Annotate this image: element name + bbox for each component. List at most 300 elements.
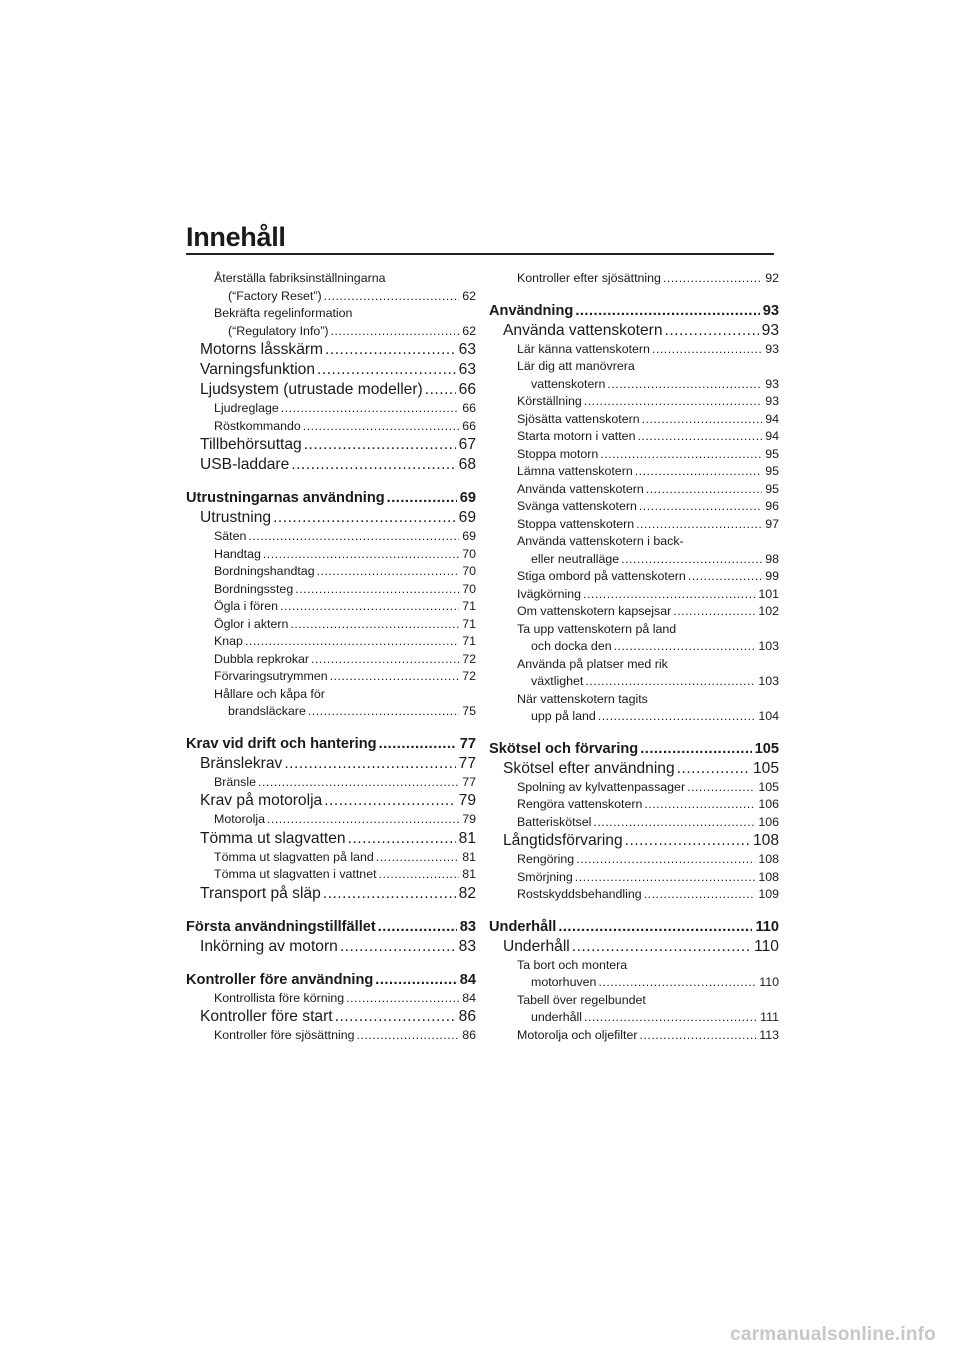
toc-entry-page-number: 66 [458, 381, 476, 398]
dot-leader [263, 546, 459, 564]
toc-entry-title: Körställning [517, 394, 582, 408]
toc-entry-page-number: 83 [459, 918, 476, 935]
toc-entry-level-2[interactable] [186, 791, 476, 811]
dot-leader [311, 651, 459, 669]
title-divider [186, 253, 774, 255]
toc-entry-page-number: 77 [462, 774, 476, 789]
toc-entry-title: Förvaringsutrymmen [214, 669, 328, 683]
toc-entry-title: Kontroller före användning [186, 971, 374, 988]
dot-leader [585, 673, 755, 691]
toc-entry-level-3[interactable] [489, 516, 779, 534]
toc-entry-page-number: 93 [765, 341, 779, 356]
toc-entry-level-3[interactable] [489, 779, 779, 797]
toc-entry-page-number: 62 [462, 288, 476, 303]
toc-entry-level-2[interactable] [489, 831, 779, 851]
dot-leader [677, 759, 750, 779]
toc-entry-page-number: 110 [755, 918, 779, 935]
toc-entry-level-3[interactable] [186, 400, 476, 418]
toc-entry-title: upp på land [531, 709, 596, 723]
toc-entry-title: Använda på platser med rik [517, 656, 668, 671]
toc-entry-level-3[interactable] [489, 428, 779, 446]
dot-leader [600, 446, 762, 464]
toc-entry-level-3[interactable] [186, 616, 476, 634]
toc-entry-page-number: 63 [458, 341, 476, 358]
toc-entry-title: brandsläckare [228, 704, 306, 718]
dot-leader [379, 866, 460, 884]
toc-entry-title: Röstkommando [214, 418, 301, 433]
toc-entry-title: Rengöring [517, 852, 575, 866]
toc-entry-level-2[interactable] [186, 340, 476, 360]
toc-entry-title: Tillbehörsuttag [200, 436, 302, 453]
toc-entry-page-number: 95 [765, 446, 779, 461]
dot-leader [324, 288, 460, 306]
dot-leader [291, 455, 455, 475]
toc-entry-page-number: 69 [459, 490, 476, 506]
toc-entry-level-3[interactable] [186, 668, 476, 686]
toc-entry-level-3[interactable] [489, 498, 779, 516]
dot-leader [378, 917, 457, 937]
dot-leader [273, 508, 456, 528]
toc-entry-level-3[interactable] [489, 851, 779, 869]
toc-entry-page-number: 105 [752, 759, 779, 777]
page-title: Innehåll [186, 222, 286, 252]
toc-entry-page-number: 83 [458, 937, 476, 955]
toc-entry-page-number: 93 [761, 321, 779, 339]
toc-entry-level-2[interactable] [186, 884, 476, 904]
toc-entry-level-2[interactable] [489, 321, 779, 341]
toc-entry-level-3[interactable] [489, 603, 779, 621]
dot-leader [584, 1009, 757, 1027]
toc-entry-level-3[interactable] [489, 814, 779, 832]
dot-leader [687, 779, 755, 797]
dot-leader [248, 528, 459, 546]
toc-entry-page-number: 111 [760, 1010, 779, 1024]
toc-entry-title: Krav på motorolja [200, 792, 323, 809]
toc-entry-title: Tömma ut slagvatten på land [214, 849, 374, 864]
toc-entry-title: Ivägkörning [517, 586, 582, 601]
toc-entry-level-3[interactable] [489, 708, 779, 726]
toc-entry-page-number: 105 [754, 740, 779, 757]
toc-entry-page-number: 105 [758, 779, 779, 794]
toc-entry-title: och docka den [531, 639, 612, 653]
toc-entry-page-number: 82 [458, 884, 476, 902]
toc-entry-title: Stiga ombord på vattenskotern [517, 569, 686, 583]
dot-leader [663, 270, 762, 288]
toc-entry-level-1[interactable] [186, 970, 476, 990]
toc-entry-page-number: 75 [462, 704, 476, 718]
toc-entry-page-number: 101 [758, 586, 779, 601]
dot-leader [280, 598, 459, 616]
toc-entry-level-3[interactable] [489, 796, 779, 814]
dot-leader [652, 341, 762, 359]
toc-entry-page-number: 110 [754, 937, 779, 955]
toc-entry-title: underhåll [531, 1010, 582, 1024]
toc-entry-level-3[interactable] [489, 869, 779, 887]
toc-entry-level-3[interactable] [489, 992, 779, 1010]
toc-entry-title: Motorolja [214, 812, 265, 826]
toc-entry-level-3[interactable] [489, 621, 779, 639]
toc-entry-title: Varningsfunktion [200, 361, 316, 378]
toc-entry-title: Använda vattenskotern [503, 321, 663, 339]
toc-entry-level-3[interactable] [186, 866, 476, 884]
toc-entry-page-number: 68 [458, 456, 476, 473]
toc-entry-level-3[interactable] [186, 849, 476, 867]
toc-entry-title: Lämna vattenskotern [517, 464, 633, 478]
toc-entry-page-number: 70 [462, 546, 476, 561]
toc-entry-level-3[interactable] [186, 598, 476, 616]
dot-leader [281, 400, 459, 418]
toc-entry-title: Motorolja och oljefilter [517, 1027, 638, 1042]
toc-entry-page-number: 108 [752, 832, 779, 849]
toc-entry-level-3[interactable] [186, 418, 476, 436]
toc-entry-page-number: 70 [462, 581, 476, 596]
dot-leader [330, 668, 460, 686]
dot-leader [346, 990, 459, 1008]
toc-entry-level-3[interactable] [186, 633, 476, 651]
toc-entry-title: Skötsel och förvaring [489, 740, 639, 757]
toc-entry-page-number: 96 [765, 499, 779, 513]
toc-entry-title: Spolning av kylvattenpassager [517, 779, 686, 794]
toc-entry-title: Ta bort och montera [517, 957, 628, 972]
toc-entry-title: Öglor i aktern [214, 616, 289, 631]
toc-entry-title: Utrustningarnas användning [186, 490, 385, 506]
toc-entry-page-number: 79 [462, 812, 476, 826]
dot-leader [637, 428, 762, 446]
toc-entry-level-3[interactable] [489, 673, 779, 691]
toc-entry-title: Underhåll [503, 937, 570, 955]
toc-entry-title: Smörjning [517, 869, 573, 884]
toc-entry-level-3[interactable] [186, 546, 476, 564]
toc-entry-level-3[interactable] [186, 1027, 476, 1045]
toc-entry-title: Ljudsystem (utrustade modeller) [200, 381, 423, 398]
toc-entry-title: Lär känna vattenskotern [517, 341, 650, 356]
dot-leader [607, 376, 762, 394]
toc-entry-page-number: 79 [458, 792, 476, 809]
dot-leader [324, 791, 455, 811]
toc-entry-page-number: 86 [458, 1008, 476, 1025]
toc-entry-title: Ljudreglage [214, 401, 279, 415]
dot-leader [425, 380, 456, 400]
toc-entry-level-3[interactable] [186, 323, 476, 341]
toc-entry-title: Sjösätta vattenskotern [517, 411, 640, 426]
dot-leader [614, 638, 756, 656]
toc-entry-level-2[interactable] [186, 360, 476, 380]
toc-entry-page-number: 77 [459, 735, 476, 752]
dot-leader [640, 739, 751, 759]
dot-leader [376, 849, 459, 867]
toc-column-left [186, 270, 476, 1045]
toc-entry-level-3[interactable] [489, 691, 779, 709]
toc-entry-title: motorhuven [531, 975, 597, 989]
toc-entry-page-number: 66 [462, 418, 476, 433]
toc-entry-level-3[interactable] [489, 638, 779, 656]
toc-entry-level-3[interactable] [489, 411, 779, 429]
toc-entry-level-3[interactable] [489, 358, 779, 376]
toc-entry-title: Ta upp vattenskotern på land [517, 621, 677, 636]
toc-entry-page-number: 71 [462, 616, 476, 631]
dot-leader [295, 581, 459, 599]
toc-entry-level-3[interactable] [489, 533, 779, 551]
dot-leader [323, 884, 456, 904]
dot-leader [598, 974, 756, 992]
dot-leader [598, 708, 756, 726]
dot-leader [639, 498, 762, 516]
toc-entry-title: Starta motorn i vatten [517, 429, 636, 443]
dot-leader [593, 814, 755, 832]
toc-entry-level-2[interactable] [186, 829, 476, 849]
dot-leader [583, 586, 755, 604]
toc-entry-page-number: 69 [462, 529, 476, 543]
toc-entry-page-number: 109 [758, 887, 779, 901]
toc-entry-title: Batteriskötsel [517, 814, 592, 829]
toc-entry-title: Utrustning [200, 509, 272, 526]
toc-entry-page-number: 97 [765, 516, 779, 531]
dot-leader [303, 418, 459, 436]
dot-leader [665, 321, 759, 341]
toc-entry-page-number: 93 [765, 376, 779, 391]
toc-entry-title: Motorns låsskärm [200, 341, 324, 358]
toc-entry-page-number: 93 [762, 302, 779, 319]
toc-entry-page-number: 103 [758, 639, 779, 653]
toc-entry-level-3[interactable] [186, 990, 476, 1008]
dot-leader [258, 774, 459, 792]
toc-entry-title: USB-laddare [200, 456, 290, 473]
toc-entry-level-1[interactable] [489, 739, 779, 759]
dot-leader [335, 1007, 456, 1027]
dot-leader [576, 851, 755, 869]
toc-entry-page-number: 108 [758, 869, 779, 884]
toc-entry-page-number: 66 [462, 401, 476, 415]
dot-leader [331, 323, 460, 341]
toc-entry-level-3[interactable] [489, 481, 779, 499]
dot-leader [245, 633, 459, 651]
dot-leader [317, 563, 460, 581]
dot-leader [642, 411, 763, 429]
dot-leader [325, 340, 456, 360]
toc-entry-page-number: 62 [462, 323, 476, 338]
toc-entry-title: växtlighet [531, 674, 584, 688]
toc-entry-level-3[interactable] [489, 957, 779, 975]
toc-entry-title: Underhåll [489, 918, 557, 935]
toc-entry-level-3[interactable] [186, 270, 476, 288]
toc-entry-level-2[interactable] [186, 1007, 476, 1027]
toc-entry-title: Kontroller före start [200, 1008, 333, 1025]
toc-entry-level-3[interactable] [186, 811, 476, 829]
toc-entry-level-3[interactable] [186, 305, 476, 323]
toc-entry-title: Första användningstillfället [186, 918, 376, 935]
dot-leader [304, 435, 456, 455]
toc-entry-level-2[interactable] [186, 455, 476, 475]
dot-leader [267, 811, 459, 829]
toc-entry-page-number: 98 [765, 551, 779, 566]
toc-entry-level-2[interactable] [186, 508, 476, 528]
toc-entry-level-3[interactable] [186, 288, 476, 306]
toc-entry-title: Stoppa vattenskotern [517, 516, 635, 531]
toc-entry-page-number: 69 [458, 509, 476, 526]
toc-entry-page-number: 99 [765, 569, 779, 583]
toc-entry-page-number: 92 [765, 271, 779, 285]
toc-entry-title: Återställa fabriksinställningarna [214, 271, 386, 285]
toc-entry-level-3[interactable] [186, 686, 476, 704]
dot-leader [646, 481, 762, 499]
toc-entry-title: Inkörning av motorn [200, 937, 338, 955]
toc-entry-level-1[interactable] [186, 488, 476, 508]
toc-entry-title: Krav vid drift och hantering [186, 735, 377, 752]
toc-column-right [489, 270, 779, 1044]
toc-entry-title: Tabell över regelbundet [517, 992, 646, 1007]
toc-entry-title: Säten [214, 529, 247, 543]
dot-leader [558, 917, 752, 937]
toc-entry-level-2[interactable] [186, 937, 476, 957]
toc-entry-page-number: 106 [758, 814, 779, 829]
toc-entry-title: Ögla i fören [214, 599, 279, 613]
toc-entry-level-1[interactable] [186, 734, 476, 754]
toc-entry-level-1[interactable] [489, 917, 779, 937]
toc-entry-page-number: 95 [765, 481, 779, 496]
toc-entry-title: Använda vattenskotern [517, 481, 644, 496]
dot-leader [640, 1027, 757, 1045]
toc-entry-title: Kontroller efter sjösättning [517, 271, 661, 285]
toc-entry-page-number: 70 [462, 564, 476, 578]
dot-leader [308, 703, 459, 721]
dot-leader [379, 734, 457, 754]
toc-entry-title: Hållare och kåpa för [214, 686, 325, 701]
toc-entry-title: Handtag [214, 546, 261, 561]
toc-entry-level-1[interactable] [186, 917, 476, 937]
toc-entry-title: Transport på släp [200, 884, 321, 902]
toc-entry-title: Rostskyddsbehandling [517, 887, 642, 901]
toc-entry-title: Om vattenskotern kapsejsar [517, 604, 672, 618]
toc-entry-title: Användning [489, 302, 574, 319]
dot-leader [284, 754, 455, 774]
toc-entry-title: Långtidsförvaring [503, 832, 623, 849]
toc-entry-title: När vattenskotern tagits [517, 691, 648, 706]
toc-entry-level-3[interactable] [489, 1009, 779, 1027]
toc-entry-level-3[interactable] [489, 551, 779, 569]
toc-entry-page-number: 67 [458, 436, 476, 453]
toc-entry-level-3[interactable] [489, 463, 779, 481]
dot-leader [340, 937, 456, 957]
toc-entry-level-3[interactable] [489, 656, 779, 674]
dot-leader [636, 516, 762, 534]
dot-leader [375, 970, 456, 990]
toc-entry-level-2[interactable] [186, 435, 476, 455]
toc-entry-level-3[interactable] [489, 1027, 779, 1045]
toc-entry-page-number: 71 [462, 634, 476, 648]
toc-entry-page-number: 86 [462, 1028, 476, 1042]
toc-entry-level-3[interactable] [186, 703, 476, 721]
toc-entry-page-number: 84 [462, 990, 476, 1005]
toc-entry-page-number: 72 [462, 651, 476, 666]
toc-entry-page-number: 63 [458, 361, 476, 378]
dot-leader [625, 831, 750, 851]
dot-leader [584, 393, 762, 411]
toc-entry-level-3[interactable] [489, 446, 779, 464]
toc-entry-page-number: 77 [458, 754, 476, 772]
dot-leader [621, 551, 762, 569]
toc-entry-level-3[interactable] [489, 586, 779, 604]
dot-leader [575, 869, 756, 887]
toc-entry-level-3[interactable] [489, 568, 779, 586]
toc-entry-title: vattenskotern [531, 376, 606, 391]
dot-leader [357, 1027, 460, 1045]
dot-leader [644, 796, 755, 814]
toc-entry-title: (“Factory Reset”) [228, 288, 322, 303]
toc-entry-page-number: 81 [462, 867, 476, 881]
dot-leader [575, 301, 759, 321]
toc-entry-title: Svänga vattenskotern [517, 499, 637, 513]
watermark: carmanualsonline.info [730, 1324, 936, 1345]
dot-leader [688, 568, 762, 586]
toc-entry-page-number: 103 [758, 674, 779, 688]
toc-entry-title: Bränslekrav [200, 754, 283, 772]
toc-entry-level-3[interactable] [489, 393, 779, 411]
toc-entry-level-3[interactable] [186, 563, 476, 581]
toc-entry-page-number: 94 [765, 411, 779, 426]
toc-entry-page-number: 102 [758, 604, 779, 618]
toc-entry-page-number: 108 [758, 852, 779, 866]
toc-entry-level-2[interactable] [186, 754, 476, 774]
toc-entry-page-number: 71 [462, 599, 476, 613]
toc-entry-page-number: 72 [462, 669, 476, 683]
toc-entry-page-number: 95 [765, 464, 779, 478]
toc-entry-page-number: 84 [459, 971, 476, 988]
toc-entry-level-2[interactable] [186, 380, 476, 400]
toc-entry-title: Rengöra vattenskotern [517, 797, 643, 811]
toc-entry-level-3[interactable] [489, 974, 779, 992]
toc-entry-level-3[interactable] [186, 528, 476, 546]
toc-entry-page-number: 93 [765, 394, 779, 408]
toc-entry-title: Bränsle [214, 774, 257, 789]
toc-entry-level-2[interactable] [489, 759, 779, 779]
toc-entry-title: (“Regulatory Info”) [228, 323, 329, 338]
toc-entry-title: Stoppa motorn [517, 446, 599, 461]
toc-entry-level-1[interactable] [489, 301, 779, 321]
toc-entry-title: Använda vattenskotern i back- [517, 534, 684, 548]
toc-entry-page-number: 81 [462, 849, 476, 864]
toc-entry-title: Skötsel efter användning [503, 759, 675, 777]
toc-entry-title: Lär dig att manövrera [517, 359, 635, 373]
toc-entry-page-number: 94 [765, 429, 779, 443]
toc-entry-title: Kontroller före sjösättning [214, 1028, 355, 1042]
toc-entry-page-number: 81 [458, 829, 476, 847]
toc-entry-title: Tömma ut slagvatten [200, 829, 346, 847]
dot-leader [317, 360, 456, 380]
dot-leader [644, 886, 756, 904]
toc-entry-page-number: 113 [759, 1027, 779, 1042]
toc-entry-page-number: 104 [758, 709, 779, 723]
toc-entry-level-3[interactable] [186, 651, 476, 669]
toc-entry-level-3[interactable] [489, 376, 779, 394]
toc-entry-level-3[interactable] [489, 341, 779, 359]
dot-leader [673, 603, 755, 621]
toc-entry-level-3[interactable] [186, 581, 476, 599]
toc-entry-level-3[interactable] [489, 886, 779, 904]
toc-entry-title: Bordningssteg [214, 581, 294, 596]
toc-entry-title: Bekräfta regelinformation [214, 306, 353, 320]
dot-leader [572, 937, 751, 957]
dot-leader [348, 829, 456, 849]
toc-entry-page-number: 106 [758, 797, 779, 811]
toc-entry-title: Dubbla repkrokar [214, 651, 310, 666]
toc-entry-title: eller neutralläge [531, 551, 620, 566]
toc-entry-level-2[interactable] [489, 937, 779, 957]
toc-entry-page-number: 110 [759, 975, 779, 989]
toc-entry-title: Kontrollista före körning [214, 990, 345, 1005]
dot-leader [387, 488, 457, 508]
toc-entry-level-3[interactable] [489, 270, 779, 288]
toc-entry-level-3[interactable] [186, 774, 476, 792]
